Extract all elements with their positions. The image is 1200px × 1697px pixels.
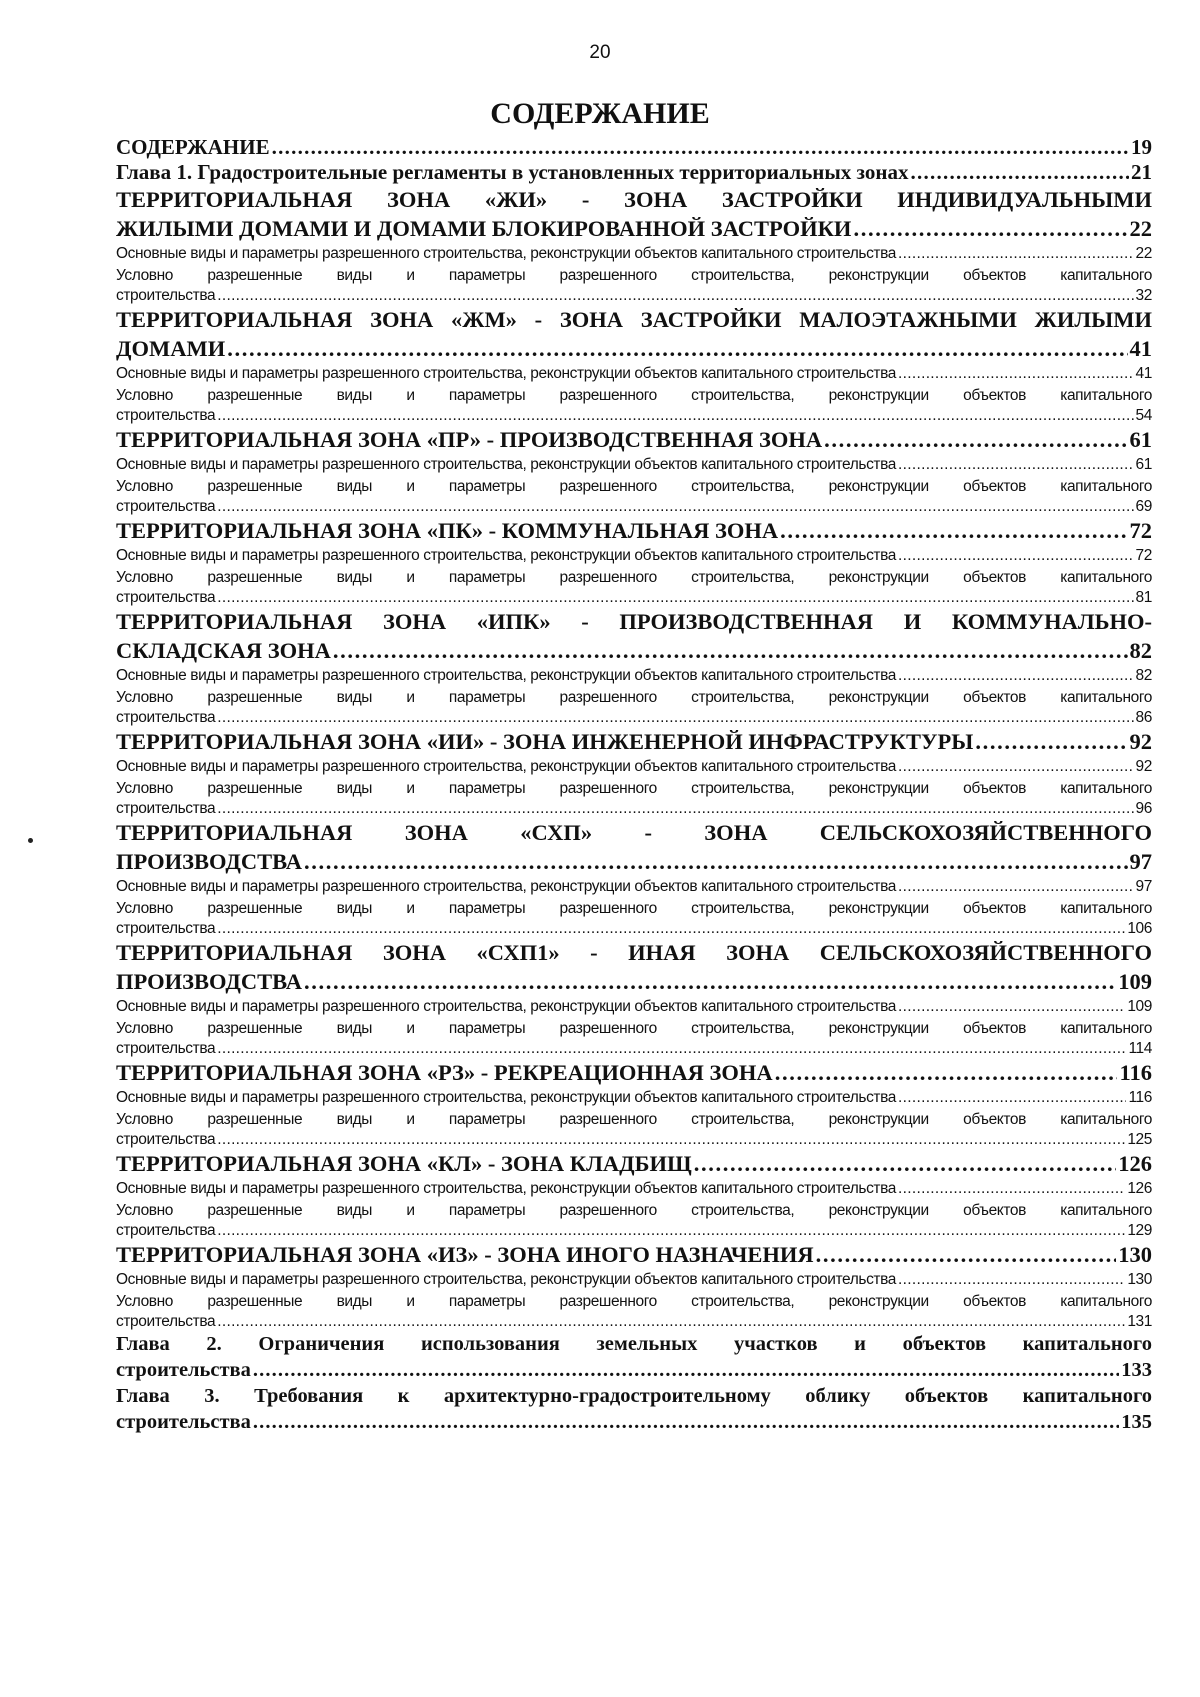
toc-page-number: 129: [1127, 1222, 1152, 1239]
toc-entry-label-line-1: Глава 2. Ограничения использования земельных участков и объектов капитального: [116, 1333, 1152, 1355]
toc-entry-label: Основные виды и параметры разрешенного строительства, реконструкции объектов капитального строительства: [116, 758, 897, 775]
leader-dots: [824, 425, 1127, 454]
toc-entry-conditional-uses[interactable]: [116, 687, 1152, 727]
toc-page-number: 54: [1135, 407, 1152, 424]
toc-entry-label-line-1: Условно разрешенные виды и параметры разрешенного строительства, реконструкции объектов капитального: [116, 387, 1152, 404]
leader-dots: [898, 665, 1134, 687]
toc-entry-zone[interactable]: [116, 1149, 1152, 1178]
toc-page-number: 41: [1129, 336, 1152, 361]
toc-entry-main-uses[interactable]: [116, 1178, 1152, 1200]
page-title: СОДЕРЖАНИЕ: [490, 97, 710, 130]
toc-page-number: 41: [1135, 365, 1152, 382]
zone-title: ТЕРРИТОРИАЛЬНАЯ ЗОНА «ИЗ» - ЗОНА ИНОГО НАЗНАЧЕНИЯ: [116, 1242, 814, 1267]
toc-page-number: 131: [1127, 1313, 1152, 1330]
toc-page-number: 130: [1118, 1242, 1152, 1267]
leader-dots: [217, 800, 1133, 818]
toc-page-number: 114: [1128, 1040, 1152, 1057]
zone-title: ПРОИЗВОДСТВА: [116, 969, 302, 994]
toc-entry-conditional-uses[interactable]: [116, 476, 1152, 516]
toc-entry-main-uses[interactable]: [116, 876, 1152, 898]
toc-page-number: 96: [1135, 800, 1152, 817]
leader-dots: [253, 1409, 1119, 1435]
toc-entry-label-line-1: Условно разрешенные виды и параметры разрешенного строительства, реконструкции объектов капитального: [116, 780, 1152, 797]
leader-dots: [217, 1313, 1125, 1331]
leader-dots: [898, 996, 1125, 1018]
leader-dots: [898, 876, 1134, 898]
toc-entry-main-uses[interactable]: [116, 243, 1152, 265]
toc-entry-conditional-uses[interactable]: [116, 567, 1152, 607]
toc-page-number: 82: [1135, 667, 1152, 684]
leader-dots: [898, 1087, 1126, 1109]
toc-page-number: 82: [1129, 638, 1152, 663]
toc-entry-zone[interactable]: [116, 727, 1152, 756]
toc-entry-zone[interactable]: [116, 1058, 1152, 1087]
toc-entry-label-line-2: строительства: [116, 589, 216, 606]
toc-page-number: 133: [1121, 1359, 1152, 1381]
toc-entry-label-line-2: строительства: [116, 407, 216, 424]
toc-entry-label-line-1: Условно разрешенные виды и параметры разрешенного строительства, реконструкции объектов капитального: [116, 1020, 1152, 1037]
toc-entry-zone[interactable]: [116, 425, 1152, 454]
toc-entry-label-line-2: строительства: [116, 709, 216, 726]
toc-entry-main-uses[interactable]: [116, 454, 1152, 476]
toc-page-number: 126: [1118, 1151, 1152, 1176]
toc-entry-label-line-2: строительства: [116, 1222, 216, 1239]
leader-dots: [898, 1178, 1125, 1200]
toc-page-number: 22: [1129, 216, 1152, 241]
leader-dots: [898, 363, 1134, 385]
toc-entry-label: Основные виды и параметры разрешенного строительства, реконструкции объектов капитального строительства: [116, 998, 897, 1015]
toc-entry-main-uses[interactable]: [116, 1269, 1152, 1291]
toc-entry-main-uses[interactable]: [116, 996, 1152, 1018]
zone-title: ТЕРРИТОРИАЛЬНАЯ ЗОНА «ПК» - КОММУНАЛЬНАЯ ЗОНА: [116, 518, 779, 543]
leader-dots: [217, 1131, 1125, 1149]
toc-entry-label-line-2: строительства: [116, 498, 216, 515]
toc-page-number: 21: [1131, 160, 1152, 184]
toc-page-number: 19: [1131, 135, 1152, 159]
toc-entry-label: Основные виды и параметры разрешенного строительства, реконструкции объектов капитального строительства: [116, 878, 897, 895]
toc-entry-label: Основные виды и параметры разрешенного строительства, реконструкции объектов капитального строительства: [116, 365, 897, 382]
toc-entry-conditional-uses[interactable]: [116, 385, 1152, 425]
toc-entry-label-line-2: строительства: [116, 1040, 216, 1057]
toc-entry-label: Основные виды и параметры разрешенного строительства, реконструкции объектов капитального строительства: [116, 456, 897, 473]
leader-dots: [217, 287, 1133, 305]
leader-dots: [217, 407, 1133, 425]
zone-title: ТЕРРИТОРИАЛЬНАЯ ЗОНА «ИИ» - ЗОНА ИНЖЕНЕРНОЙ ИНФРАСТРУКТУРЫ: [116, 729, 974, 754]
toc-page-number: 130: [1127, 1271, 1152, 1288]
toc-page-number: 92: [1129, 729, 1152, 754]
toc-entry-zone[interactable]: [116, 1240, 1152, 1269]
toc-page-number: 135: [1121, 1411, 1152, 1433]
leader-dots: [217, 920, 1125, 938]
toc-page-number: 97: [1129, 849, 1152, 874]
toc-entry-label: Основные виды и параметры разрешенного строительства, реконструкции объектов капитального строительства: [116, 245, 897, 262]
toc-entry-label: Основные виды и параметры разрешенного строительства, реконструкции объектов капитального строительства: [116, 1180, 897, 1197]
zone-title-line-1: ТЕРРИТОРИАЛЬНАЯ ЗОНА «ЖИ» - ЗОНА ЗАСТРОЙКИ ИНДИВИДУАЛЬНЫМИ: [116, 187, 1152, 212]
leader-dots: [853, 214, 1127, 243]
toc-page-number: 116: [1128, 1089, 1152, 1106]
zone-title-line-1: ТЕРРИТОРИАЛЬНАЯ ЗОНА «СХП» - ЗОНА СЕЛЬСКОХОЗЯЙСТВЕННОГО: [116, 820, 1152, 845]
toc-entry-label-line-2: строительства: [116, 287, 216, 304]
leader-dots: [975, 727, 1127, 756]
zone-title-line-1: ТЕРРИТОРИАЛЬНАЯ ЗОНА «СХП1» - ИНАЯ ЗОНА СЕЛЬСКОХОЗЯЙСТВЕННОГО: [116, 940, 1152, 965]
leader-dots: [304, 847, 1128, 876]
toc-entry-main-uses[interactable]: [116, 756, 1152, 778]
toc-entry-label-line-2: строительства: [116, 1359, 251, 1381]
leader-dots: [898, 1269, 1125, 1291]
toc-entry-conditional-uses[interactable]: [116, 1200, 1152, 1240]
toc-entry-conditional-uses[interactable]: [116, 1291, 1152, 1331]
toc-entry-label-line-1: Условно разрешенные виды и параметры разрешенного строительства, реконструкции объектов капитального: [116, 569, 1152, 586]
toc-entry-zone[interactable]: [116, 818, 1152, 876]
leader-dots: [694, 1149, 1117, 1178]
toc-entry-label: Глава 1. Градостроительные регламенты в установленных территориальных зонах: [116, 160, 909, 184]
leader-dots: [304, 967, 1116, 996]
zone-title: СКЛАДСКАЯ ЗОНА: [116, 638, 331, 663]
toc-entry-zone[interactable]: [116, 516, 1152, 545]
leader-dots: [898, 756, 1134, 778]
toc-page-number: 109: [1127, 998, 1152, 1015]
leader-dots: [217, 709, 1133, 727]
zone-title: ДОМАМИ: [116, 336, 226, 361]
toc-entry-label-line-2: строительства: [116, 1411, 251, 1433]
toc-entry-label-line-1: Условно разрешенные виды и параметры разрешенного строительства, реконструкции объектов капитального: [116, 478, 1152, 495]
leader-dots: [217, 1222, 1125, 1240]
toc-entry-label-line-1: Условно разрешенные виды и параметры разрешенного строительства, реконструкции объектов капитального: [116, 1111, 1152, 1128]
toc-page-number: 126: [1127, 1180, 1152, 1197]
toc-entry-main-uses[interactable]: [116, 1087, 1152, 1109]
leader-dots: [898, 545, 1134, 567]
toc-entry-conditional-uses[interactable]: [116, 1109, 1152, 1149]
toc-entry-conditional-uses[interactable]: [116, 265, 1152, 305]
zone-title-line-1: ТЕРРИТОРИАЛЬНАЯ ЗОНА «ЖМ» - ЗОНА ЗАСТРОЙКИ МАЛОЭТАЖНЫМИ ЖИЛЫМИ: [116, 307, 1152, 332]
toc-page-number: 92: [1135, 758, 1152, 775]
leader-dots: [780, 516, 1127, 545]
leader-dots: [217, 498, 1133, 516]
toc-entry-chapter-3[interactable]: [116, 1383, 1152, 1435]
toc-page-number: 69: [1135, 498, 1152, 515]
toc-entry-label-line-1: Условно разрешенные виды и параметры разрешенного строительства, реконструкции объектов капитального: [116, 1202, 1152, 1219]
toc-entry-label: Основные виды и параметры разрешенного строительства, реконструкции объектов капитального строительства: [116, 547, 897, 564]
toc-entry-chapter-2[interactable]: [116, 1331, 1152, 1383]
toc-entry-label: СОДЕРЖАНИЕ: [116, 135, 270, 159]
page-number: 20: [589, 42, 611, 63]
leader-dots: [253, 1357, 1119, 1383]
toc-entry-conditional-uses[interactable]: [116, 778, 1152, 818]
leader-dots: [333, 636, 1128, 665]
scan-speck: [28, 838, 33, 843]
toc-entry-chapter-1[interactable]: [116, 159, 1152, 185]
toc-page-number: 116: [1119, 1060, 1152, 1085]
toc-page-number: 86: [1135, 709, 1152, 726]
zone-title: ТЕРРИТОРИАЛЬНАЯ ЗОНА «КЛ» - ЗОНА КЛАДБИЩ: [116, 1151, 692, 1176]
toc-page-number: 72: [1135, 547, 1152, 564]
toc-entry-label: Основные виды и параметры разрешенного строительства, реконструкции объектов капитального строительства: [116, 1089, 897, 1106]
toc-page-number: 61: [1135, 456, 1152, 473]
toc-page-number: 97: [1135, 878, 1152, 895]
toc-entry-label-line-1: Условно разрешенные виды и параметры разрешенного строительства, реконструкции объектов капитального: [116, 689, 1152, 706]
toc-entry-label-line-1: Глава 3. Требования к архитектурно-градостроительному облику объектов капитального: [116, 1385, 1152, 1407]
toc-entry-contents[interactable]: [116, 135, 1152, 159]
toc-entry-zone[interactable]: [116, 938, 1152, 996]
toc-entry-main-uses[interactable]: [116, 665, 1152, 687]
toc-page-number: 72: [1129, 518, 1152, 543]
zone-title-line-1: ТЕРРИТОРИАЛЬНАЯ ЗОНА «ИПК» - ПРОИЗВОДСТВЕННАЯ И КОММУНАЛЬНО-: [116, 609, 1152, 634]
toc-page-number: 61: [1129, 427, 1152, 452]
toc-page-number: 22: [1135, 245, 1152, 262]
leader-dots: [217, 1040, 1126, 1058]
toc-entry-conditional-uses[interactable]: [116, 1018, 1152, 1058]
toc-entry-conditional-uses[interactable]: [116, 898, 1152, 938]
toc-page-number: 106: [1127, 920, 1152, 937]
table-of-contents: [116, 135, 1152, 1435]
leader-dots: [898, 243, 1134, 265]
toc-entry-label-line-2: строительства: [116, 1131, 216, 1148]
toc-entry-main-uses[interactable]: [116, 363, 1152, 385]
leader-dots: [775, 1058, 1118, 1087]
toc-page-number: 109: [1118, 969, 1152, 994]
leader-dots: [272, 135, 1129, 159]
leader-dots: [910, 159, 1129, 185]
zone-title: ПРОИЗВОДСТВА: [116, 849, 302, 874]
toc-page-number: 81: [1135, 589, 1152, 606]
leader-dots: [227, 334, 1127, 363]
toc-entry-zone[interactable]: [116, 607, 1152, 665]
zone-title: ЖИЛЫМИ ДОМАМИ И ДОМАМИ БЛОКИРОВАННОЙ ЗАСТРОЙКИ: [116, 216, 852, 241]
toc-entry-label-line-2: строительства: [116, 1313, 216, 1330]
toc-entry-label-line-2: строительства: [116, 800, 216, 817]
toc-entry-label-line-1: Условно разрешенные виды и параметры разрешенного строительства, реконструкции объектов капитального: [116, 267, 1152, 284]
zone-title: ТЕРРИТОРИАЛЬНАЯ ЗОНА «ПР» - ПРОИЗВОДСТВЕННАЯ ЗОНА: [116, 427, 823, 452]
toc-entry-label: Основные виды и параметры разрешенного строительства, реконструкции объектов капитального строительства: [116, 1271, 897, 1288]
toc-entry-main-uses[interactable]: [116, 545, 1152, 567]
toc-entry-label: Основные виды и параметры разрешенного строительства, реконструкции объектов капитального строительства: [116, 667, 897, 684]
leader-dots: [217, 589, 1133, 607]
toc-page-number: 32: [1135, 287, 1152, 304]
toc-entry-label-line-2: строительства: [116, 920, 216, 937]
toc-page-number: 125: [1127, 1131, 1152, 1148]
toc-entry-label-line-1: Условно разрешенные виды и параметры разрешенного строительства, реконструкции объектов капитального: [116, 1293, 1152, 1310]
toc-entry-zone[interactable]: [116, 185, 1152, 243]
toc-entry-zone[interactable]: [116, 305, 1152, 363]
leader-dots: [898, 454, 1134, 476]
leader-dots: [816, 1240, 1117, 1269]
toc-entry-label-line-1: Условно разрешенные виды и параметры разрешенного строительства, реконструкции объектов капитального: [116, 900, 1152, 917]
zone-title: ТЕРРИТОРИАЛЬНАЯ ЗОНА «РЗ» - РЕКРЕАЦИОННАЯ ЗОНА: [116, 1060, 773, 1085]
